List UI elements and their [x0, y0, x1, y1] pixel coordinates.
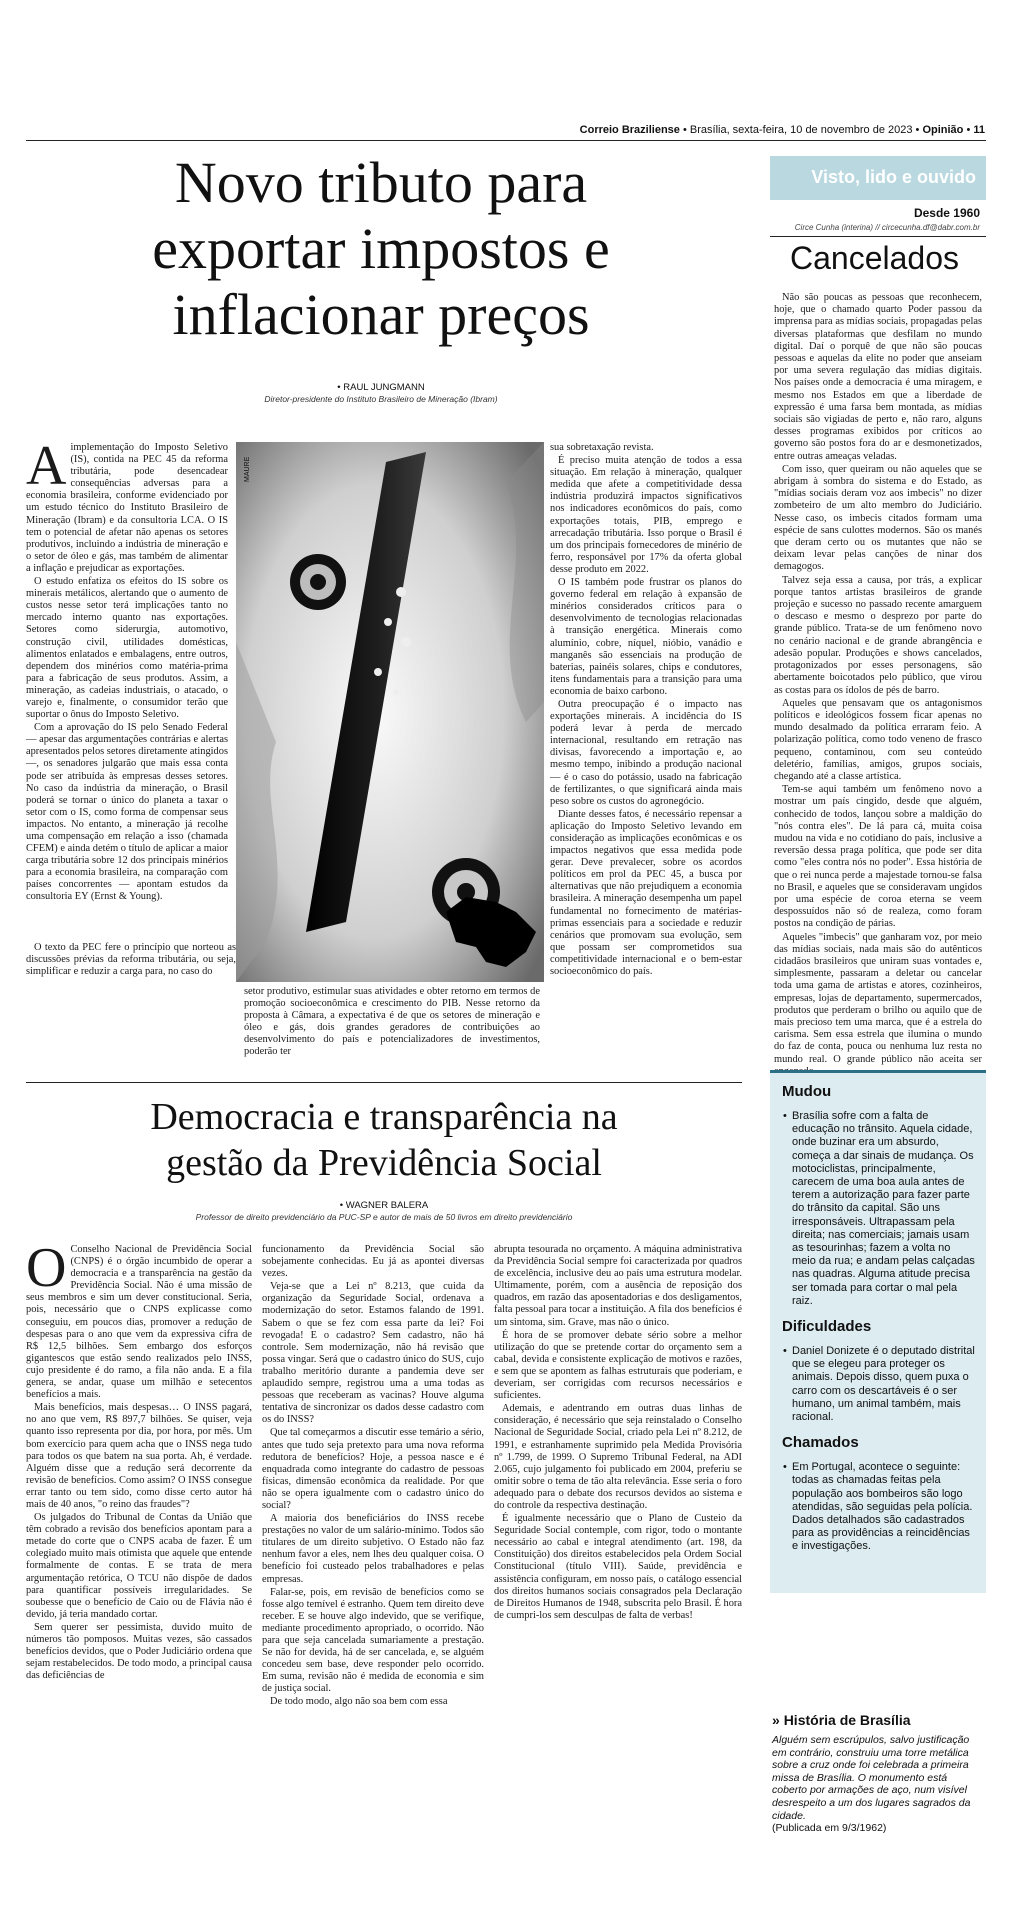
- paragraph: É preciso muita atenção de todos a essa situação. Em relação à mineração, qualquer medida que afete a competitividade dessa indústria produzirá impactos significativos nos indicadores econômicos do país, como exportações totais, PIB, emprego e arrecadação tributária. Isso porque o Brasil é um dos principais fornecedores de minério de ferro, responsável por 17% da oferta global desse produto em 2022.: [550, 455, 742, 575]
- chamados-list: [782, 1461, 976, 1553]
- paragraph: Com isso, quer queiram ou não aqueles que se abrigam à sombra do sistema e do Estado, as "mídias sociais deram voz aos imbecis" no dizer zombeteiro de um alto membro do Judiciário. Nesse caso, os imbecis citados formam uma espécie de sans culottes modernos. São os manés que deram certo ou os mutantes que não se deixam levar pelas canções de ninar dos demagogos.: [774, 463, 982, 573]
- notes-box: [770, 1070, 986, 1593]
- dificuldades-list: [782, 1345, 976, 1424]
- headline-line: gestão da Previdência Social: [166, 1142, 602, 1184]
- column-title: Cancelados: [790, 240, 959, 276]
- paragraph: [26, 435, 228, 575]
- article2-column-3: [494, 1244, 742, 1623]
- paragraph: funcionamento da Previdência Social são sobejamente conhecidas. Eu já as apontei diversas vezes.: [262, 1244, 484, 1280]
- paragraph: É hora de se promover debate sério sobre a melhor utilização do que se pretende cortar do orçamento sem a cabal, devida e consistente explicação de motivos e razões, e sem que se apontem as falhas estruturais que poderiam, e deveriam, ser corrigidas com recursos necessários e suficientes.: [494, 1329, 742, 1402]
- article1-author-role: Diretor-presidente do Instituto Brasileiro de Mineração (Ibram): [264, 394, 498, 404]
- paragraph: Tem-se aqui também um fenômeno novo a mostrar um país cingido, desde que alguém, conhecido de todos, lançou sobre a maldição do "nós contra eles". De lá para cá, muita coisa mudou na vida e no cotidiano do país, inclusive a reversão dessa praga política, que pode ser dita como "eles contra nós no poder". Essa história de que o rei nunca perde a majestade tornou-se falsa no Brasil, e aqueles que se consideravam ungidos por uma espécie de coroa eterna se veem despossuídos não só de realeza, como foram postos na condição de párias.: [774, 784, 982, 930]
- section-name: Opinião: [922, 124, 964, 136]
- list-item: • Daniel Donizete é o deputado distrital que se elegeu para proteger os animais. Depois disso, quem puxa o carro com os descartáveis é o ser humano, um animal também, mais racional.: [792, 1345, 976, 1424]
- paragraph: [26, 1237, 252, 1401]
- article1-column-1-bottom: [26, 942, 236, 979]
- author-name: WAGNER BALERA: [345, 1200, 429, 1211]
- historia-published: (Publicada em 9/3/1962): [772, 1822, 887, 1835]
- article1-column-1: [26, 435, 228, 905]
- list-item: • Em Portugal, acontece o seguinte: todas as chamadas feitas pela população aos bombeiros são logo atendidas, são seguidas pela polícia. Dados detalhados são cadastrados para as providências a reincidências e investigações.: [792, 1461, 976, 1553]
- notes-content: [770, 1073, 986, 1554]
- paragraph: Falar-se, pois, em revisão de benefícios como se fosse algo temível é estranho. Quem tem direito deve receber. E se houve algo indevido, que se verifique, mediante procedimento apropriado, o ocorrido. Não para que seja cancelada sumariamente a prestação. Se não for devida, há de ser cancelada, e, se alguém concedeu sem base, deve responder pelo ocorrido. Em suma, revisão não é medida de economia e sim de justiça social.: [262, 1586, 484, 1695]
- paragraph: Mais benefícios, mais despesas… O INSS pagará, no ano que vem, R$ 897,7 bilhões. Se quiser, veja quanto isso representa por dia, por hora, por mês. Um bom exercício para quem acha que o INSS nega tudo para todos os que batem na sua porta. Ah, é verdade. Alguém disse que a redução será decorrente da revisão de benefícios. Como assim? O INSS consegue errar tanto ou tem sido, como disse certo autor há mais de 40 anos, "o reino das fraudes"?: [26, 1402, 252, 1510]
- headline-line: exportar impostos e: [152, 216, 610, 281]
- historia-box: [772, 1712, 984, 1835]
- paragraph: O texto da PEC fere o princípio que norteou as discussões prévias da reforma tributária, ou seja, simplificar e reduzir a carga para, no caso do: [26, 942, 236, 978]
- drop-cap: O: [26, 1237, 67, 1299]
- sidebar-section-header: [770, 156, 986, 200]
- paragraph: Não são poucas as pessoas que reconhecem, hoje, que o chamado quarto Poder passou da imprensa para as mídias sociais, propagadas pelas diversas plataformas que desfilam no mundo digital. Daí o porquê de que não são poucas pessoas e aquelas da elite no poder que anseiam por uma severa regulação das mídias digitais. Nos países onde a democracia é uma miragem, e mesmo nos Estados em que a liberdade de expressão é uma farsa bem montada, as mídias sociais são vigiadas de perto e, não raro, alguns desses programas exibidos por críticos ao governo são postos fora do ar e desmonetizados, entre outras ameaças veladas.: [774, 292, 982, 462]
- paragraph: A maioria dos beneficiários do INSS recebe prestações no valor de um salário-mínimo. Todos são titulares de um direito subjetivo. O Estado não faz nenhum favor a eles, nem lhes deu qualquer coisa. O benefício foi custeado pelos trabalhadores e pelas empresas.: [262, 1513, 484, 1585]
- paragraph: Com a aprovação do IS pelo Senado Federal — apesar das argumentações contrárias e alertas apresentados pelos setores diretamente atingidos —, os senadores julgarão que mais essa conta pode ser atribuída às empresas desses setores. No caso da indústria da mineração, o Brasil poderá se tornar o único do planeta a taxar o setor com o IS, como forma de compensar seus impactos. No entanto, a mineração já recolhe uma compensação em relação a isso (chamada CFEM) e ainda detém o título de aplicar a maior carga tributária sobre 12 dos principais minérios para a economia brasileira, na comparação com países concorrentes — apontam estudos da consultoria EY (Ernst & Young).: [26, 722, 228, 903]
- paragraph: Ademais, e adentrando em outras duas linhas de consideração, é necessário que seja reinstalado o Conselho Nacional de Seguridade Social, criado pela Lei nº 8.212, de 1991, e estranhamente suprimido pela Medida Provisória nº 1.799, de 1999. O Supremo Tribunal Federal, na ADI 2.065, cujo julgamento foi publicado em 2004, preferiu se omitir sobre o tema de tão alta relevância. Esse seria o foro adequado para o debate dos recursos devidos ao sistema e do controle da respectiva destinação.: [494, 1403, 742, 1511]
- paragraph: Aqueles que pensavam que os antagonismos políticos e ideológicos fossem ficar apenas no mundo desalmado da política erraram feio. A polarização política, como todo veneno de frasco pequeno, contaminou, com seu conteúdo deletério, famílias, amigos, grupos sociais, chegando até a classe artística.: [774, 697, 982, 782]
- article2-author-role: Professor de direito previdenciário da PUC-SP e autor de mais de 50 livros em direito previdenciário: [195, 1212, 573, 1222]
- paragraph-text: implementação do Imposto Seletivo (IS), contida na PEC 45 da reforma tributária, pode desencadear consequências adversas para a economia brasileira, conforme evidenciado por um estudo técnico do Instituto Brasileiro de Mineração (Ibram) e da consultoria LCA. O IS tem o potencial de afetar não apenas os setores produtivos, incluindo a indústria de mineração e o setor de óleo e gás, mas também de alimentar a inflação e prejudicar as exportações.: [26, 442, 228, 574]
- mudou-title: Mudou: [782, 1083, 832, 1100]
- double-chevron-icon: »: [772, 1712, 780, 1728]
- sidebar-rule: [770, 236, 986, 237]
- article-illustration: [236, 442, 544, 982]
- historia-text: Alguém sem escrúpulos, salvo justificação em contrário, construiu uma torre metálica sobre a cruz onde foi celebrada a primeira missa de Brasília. O monumento está coberto por armações de aço, num visível desrespeito a um dos lugares sagrados da cidade.: [772, 1734, 971, 1822]
- paragraph: O estudo enfatiza os efeitos do IS sobre os minerais metálicos, alertando que o aumento de custos nesse setor terá implicações tanto no mercado interno quanto nas exportações. Setores como siderurgia, automotivo, construção civil, utilidades domésticas, alimentos enlatados e embalagens, entre outros, dependem dos minérios como matéria-prima para a fabricação de seus produtos. Assim, a mineração, as cadeias industriais, o atacado, o varejo e, finalmente, o consumidor terão que suportar o ônus do Imposto Seletivo.: [26, 576, 228, 721]
- sidebar-column-text: [774, 292, 982, 1079]
- article1-column-3: [550, 442, 742, 979]
- editor-credit: Circe Cunha (interina) // circecunha.df@dabr.com.br: [794, 223, 980, 232]
- page-number: 11: [973, 124, 985, 136]
- paragraph: Outra preocupação é o impacto nas exportações minerais. A incidência do IS poderá levar à perda de mercado internacional, resultando em retração nas divisas, favorecendo a importação e, ao mesmo tempo, inibindo a produção nacional — é o caso do potássio, usado na fabricação de fertilizantes, o que significará ainda mais peso sobre os custos do agronegócio.: [550, 698, 742, 807]
- historia-header: [772, 1712, 984, 1728]
- headline-line: inflacionar preços: [172, 282, 590, 347]
- running-head: Correio Braziliense • Brasília, sexta-feira, 10 de novembro de 2023 • Opinião • 11: [579, 124, 985, 136]
- historia-title: História de Brasília: [783, 1712, 911, 1728]
- mudou-list: [782, 1110, 976, 1308]
- illustration-svg: [236, 442, 544, 982]
- list-item: • Brasília sofre com a falta de educação no trânsito. Aquela cidade, onde buzinar era um absurdo, começa a dar sinais de mudança. Os motociclistas, principalmente, carecem de uma boa aula antes de terem a autorização para fazer parte do trânsito da capital. São uns irresponsáveis. Ultrapassam pela direita; nas comerciais; jamais usam as tesourinhas; fazem a volta no meio da rua; e andam pelas calçadas nas quadras. Alguma atitude precisa ser tomada para cortar o mal pela raiz.: [792, 1110, 976, 1308]
- article2-column-1: [26, 1237, 252, 1683]
- article-separator: [26, 1082, 742, 1083]
- paragraph: Que tal começarmos a discutir esse temário a sério, antes que tudo seja pretexto para uma nova reforma redutora de benefícios? Hoje, a pessoa nasce e é enquadrada como integrante do cadastro de pessoas físicas, dimensão econômica da realidade. Por que não se opera igualmente com o cadastro único do social?: [262, 1427, 484, 1511]
- edition-date: Brasília, sexta-feira, 10 de novembro de 2023: [689, 124, 913, 136]
- dificuldades-title: Dificuldades: [782, 1318, 872, 1336]
- headline-line: Democracia e transparência na: [150, 1096, 618, 1138]
- top-rule: [26, 140, 986, 141]
- paragraph: abrupta tesourada no orçamento. A máquina administrativa da Previdência Social sempre foi caracterizada por quadros de excelência, inclusive deu ao país uma estrutura modelar. Ultimamente, porém, com a ausência de reposição dos quadros, em razão das aposentadorias e dos desligamentos, falta pessoal para tocar a instituição. A fila dos benefícios é um sintoma, sim. Grave, mas não o único.: [494, 1244, 742, 1328]
- paper-name: Correio Braziliense: [579, 124, 680, 136]
- chamados-title: Chamados: [782, 1434, 859, 1452]
- paragraph: Aqueles "imbecis" que ganharam voz, por meio das mídias sociais, nada mais são do autênticos cidadãos brasileiros que uniram suas vontades e, simplesmente, passaram a deletar ou cancelar toda uma gama de artistas e atores, cozinheiros, empresas, lojas de departamento, supermercados, produtos que perderam o brilho ou aquilo que de mais precioso tem uma marca, que é a estrela do carisma. Sem essa estrela que ilumina o mundo do faz de conta, pouca ou nenhuma luz resta no mundo real. O grande público não aceita ser: [774, 931, 982, 1065]
- paragraph: Diante desses fatos, é necessário repensar a aplicação do Imposto Seletivo levando em consideração as implicações econômicas e os impactos negativos que essa medida pode gerar. Deve prevalecer, sobre os acordos políticos em prol da PEC 45, a busca por alternativas que não prejudiquem a economia brasileira. A mineração desempenha um papel fundamental no fornecimento de matérias-primas essenciais para a sociedade e reduzir cenários que promovam sua evolução, sem que possam ser comprometidos sua competitividade internacional e o bem-estar socioeconômico do país.: [550, 808, 742, 978]
- drop-cap: A: [26, 435, 67, 497]
- article2-byline: • WAGNER BALERA: [339, 1200, 429, 1211]
- paragraph: Talvez seja essa a causa, por trás, a explicar porque tantos artistas brasileiros de grande projeção e sucesso no passado recente amarguem o descaso e mesmo o desprezo por parte do grande público. Trata-se de um fenômeno novo no cenário nacional e de grande abrangência e adesão popular. Produções e shows cancelados, protagonizados por esses personagens, são abertamente boicotados pelo público, que virou as costas para os ídolos de pés de barro.: [774, 574, 982, 696]
- paragraph: Sem querer ser pessimista, duvido muito de números tão pomposos. Muitas vezes, são cassados benefícios devidos, que o Poder Judiciário ordena que sejam restabelecidos. De todo modo, a principal causa das deficiências de: [26, 1621, 252, 1682]
- paragraph: sua sobretaxação revista.: [550, 442, 654, 453]
- paragraph: Veja-se que a Lei nº 8.213, que cuida da organização da Seguridade Social, ordenava a modernização do setor. Estamos falando de 1991. Sabem o que se fez com essa parte da lei? Foi revogada! E o cadastro? Sem cadastro, não há controle. Sem modernização, não há revisão que possa vingar. Será que o cadastro único do SUS, cujo trabalho meritório durante a pandemia deve ser aplaudido sempre, registrou uma a uma todas as pessoas que receberam as vacinas? Houve alguma tentativa de sincronizar os dados desse cadastro com os do INSS?: [262, 1281, 484, 1426]
- article2-headline: [26, 1094, 742, 1186]
- paragraph: De todo modo, algo não soa bem com essa: [270, 1696, 448, 1708]
- author-name: RAUL JUNGMANN: [343, 382, 425, 393]
- paragraph-text: Conselho Nacional de Previdência Social (CNPS) é o órgão incumbido de operar a democracia e a transparência na gestão da Previdência Social. Não é uma missão de seus membros e sim um dever constitucional. Seria, pois, necessário que o CNPS explicasse como conseguiu, em poucos dias, promover a redução de despesas para o ano que vem da expressiva cifra de R$ 12,5 bilhões. Sem embargo dos esforços gigantescos que estão sendo realizados pelo INSS, cujo presidente é do ramo, a fila não anda. E a fila genera, se andar, quase um milhão e setecentos benefícios a mais.: [26, 1244, 252, 1401]
- paragraph: O IS também pode frustrar os planos do governo federal em relação à expansão de minérios considerados críticos para o desenvolvimento de tecnologias relacionadas à transição energética. Minerais como alumínio, cobre, níquel, nióbio, vanádio e manganês são essenciais na produção de baterias, painéis solares, chips e condutores, itens fundamentais para a transição para uma economia de baixo carbono.: [550, 577, 742, 697]
- since-label: Desde 1960: [913, 206, 980, 220]
- article2-column-2: [262, 1244, 484, 1710]
- paragraph: setor produtivo, estimular suas atividades e obter retorno em termos de promoção socioeconômica e crescimento do PIB. Nesse retorno da proposta à Câmara, a expectativa é de que os setores de mineração e óleo e gás, dois grandes geradores de contribuições ao desenvolvimento do país e potencializadores de investimentos, poderão ter: [244, 986, 540, 1058]
- article1-headline: [26, 150, 736, 348]
- illustration-signature: MAURE: [244, 456, 251, 482]
- article1-byline: • RAUL JUNGMANN: [337, 382, 425, 393]
- paragraph: Os julgados do Tribunal de Contas da União que têm cobrado a revisão dos benefícios apontam para a metade do corte que o CNPS acaba de fazer. É um colegiado muito mais otimista que aquele que entende formalmente de contas. E se trata de mera argumentação retórica, O TCU não dispõe de dados para quantificar possíveis irregularidades. Se soubesse que o benefício de Caio ou de Flávia não é devido, já teria mandado cortar.: [26, 1512, 252, 1620]
- sidebar-section-title: Visto, lido e ouvido: [811, 167, 976, 187]
- article1-column-2: [244, 986, 540, 1060]
- paragraph: É igualmente necessário que o Plano de Custeio da Seguridade Social contemple, com rigor, todo o montante necessário ao cabal e integral atendimento (art. 198, da Constituição) dos direitos estabelecidos pela Ordem Social Constitucional (título VIII). Saúde, previdência e assistência configuram, em nosso país, o catálogo essencial dos direitos humanos sociais consagrados pela Declaração de Direitos Humanos de 1948, subscrita pelo Brasil. É hora de cumpri-los sem desculpas de falta de verbas!: [494, 1513, 742, 1621]
- headline-line: Novo tributo para: [174, 150, 588, 215]
